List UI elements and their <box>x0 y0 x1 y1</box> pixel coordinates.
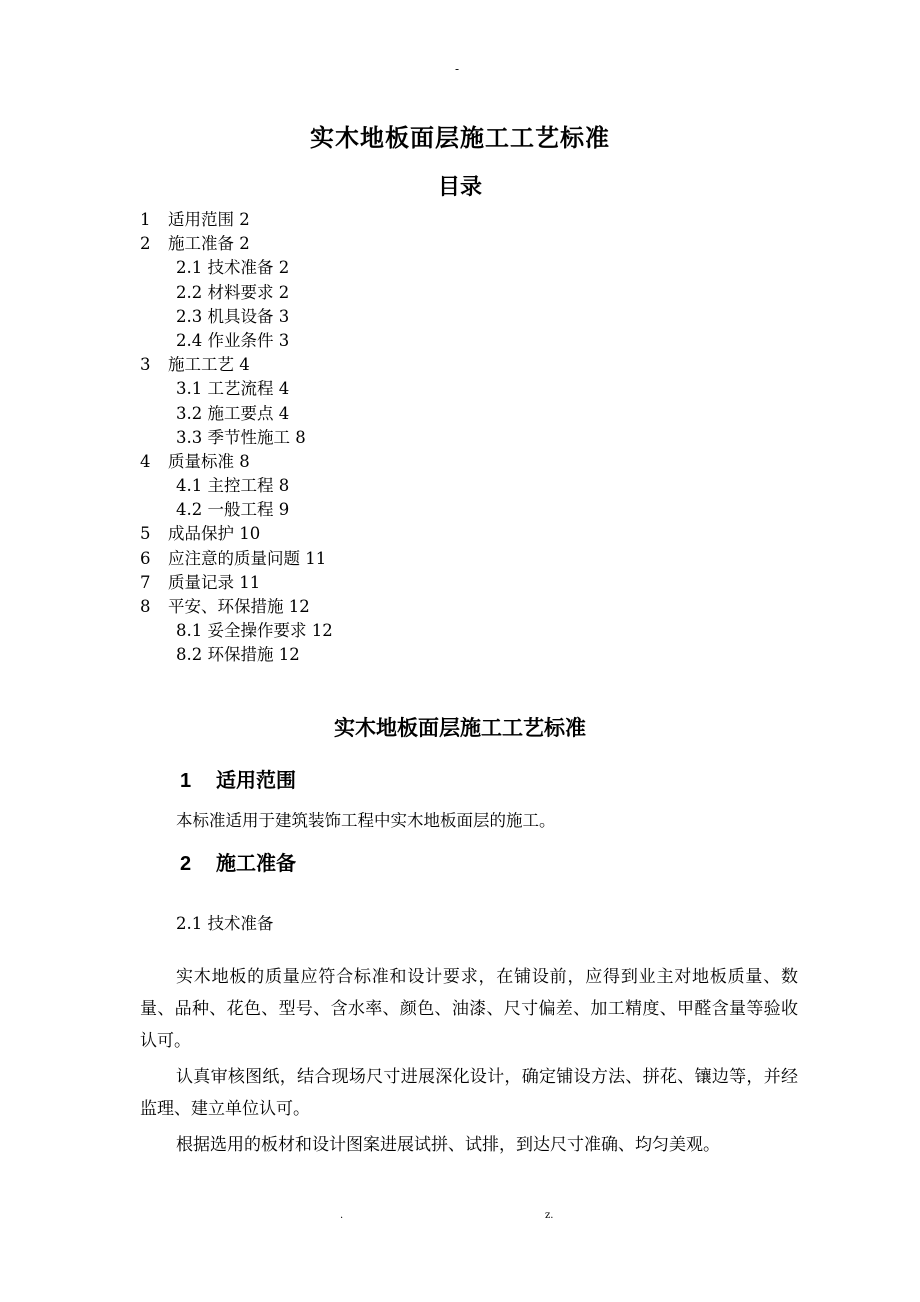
footer-mark-left: . <box>340 1210 344 1221</box>
toc-item-number: 4 <box>140 451 151 471</box>
toc-item-number: 1 <box>140 210 151 229</box>
toc-item <box>140 595 333 619</box>
toc-item-label: 2.4 作业条件 3 <box>176 330 290 350</box>
section-1-number: 1 <box>180 770 192 792</box>
toc-item-label: 成品保护 10 <box>168 524 261 544</box>
toc-item-label: 3.1 工艺流程 4 <box>176 379 290 399</box>
paragraph: 认真审核图纸，结合现场尺寸进展深化设计，确定铺设方法、拼花、镶边等，并经监理、建立单位认可。 <box>140 1067 798 1119</box>
toc-item-label: 3.2 施工要点 4 <box>176 403 290 423</box>
toc-heading: 目录 <box>437 174 482 200</box>
toc-item <box>140 208 333 232</box>
toc-item-label: 质量标准 8 <box>168 451 250 471</box>
toc-item <box>140 619 333 643</box>
toc-item <box>140 450 333 474</box>
toc-item-number: 2 <box>140 234 151 254</box>
toc-item-number: 3 <box>140 355 151 375</box>
toc-item <box>140 377 333 401</box>
subsection-2-1-heading: 2.1 技术准备 <box>176 914 274 933</box>
toc-item <box>140 256 333 280</box>
table-of-contents <box>140 208 333 668</box>
toc-item <box>140 643 333 667</box>
toc-item-label: 2.3 机具设备 3 <box>176 306 290 326</box>
toc-item-label: 3.3 季节性施工 8 <box>176 427 306 447</box>
header-mark: - <box>455 62 460 76</box>
toc-item <box>140 571 333 595</box>
toc-item <box>140 281 333 305</box>
section-1-heading <box>180 764 296 793</box>
toc-item-label: 平安、环保措施 12 <box>168 597 310 616</box>
toc-item <box>140 402 333 426</box>
toc-item <box>140 329 333 353</box>
toc-item-label: 2.1 技术准备 2 <box>176 258 290 278</box>
section-2-heading-text: 施工准备 <box>216 853 296 875</box>
document-title: 实木地板面层施工工艺标准 <box>310 123 610 152</box>
toc-item-number: 8 <box>140 597 151 616</box>
section-title: 实木地板面层施工工艺标准 <box>334 715 586 740</box>
toc-item-label: 施工准备 2 <box>168 234 250 254</box>
toc-item <box>140 547 333 571</box>
section-2-heading <box>180 847 296 876</box>
toc-item-label: 4.2 一般工程 9 <box>176 500 290 520</box>
toc-item-number: 5 <box>140 524 151 544</box>
toc-item <box>140 426 333 450</box>
paragraph: 实木地板的质量应符合标准和设计要求，在铺设前，应得到业主对地板质量、数量、品种、花色、型号、含水率、颜色、油漆、尺寸偏差、加工精度、甲醛含量等验收认可。 <box>140 967 798 1051</box>
toc-item-label: 4.1 主控工程 8 <box>176 476 290 496</box>
footer-mark-right: z. <box>545 1210 554 1221</box>
toc-item <box>140 474 333 498</box>
toc-item <box>140 522 333 546</box>
toc-item-label: 质量记录 11 <box>168 572 261 592</box>
toc-item <box>140 353 333 377</box>
section-1-text: 本标准适用于建筑装饰工程中实木地板面层的施工。 <box>176 811 556 830</box>
section-2-number: 2 <box>180 853 192 875</box>
toc-item-label: 8.2 环保措施 12 <box>176 645 300 665</box>
toc-item-label: 2.2 材料要求 2 <box>176 282 290 302</box>
paragraph: 根据选用的板材和设计图案进展试拼、试排，到达尺寸准确、均匀美观。 <box>176 1135 720 1155</box>
toc-item <box>140 498 333 522</box>
toc-item-label: 适用范围 2 <box>168 210 250 229</box>
toc-item-label: 应注意的质量问题 11 <box>168 548 327 568</box>
toc-item-number: 7 <box>140 572 151 592</box>
section-1-heading-text: 适用范围 <box>216 770 296 792</box>
section-2-1-body <box>140 961 798 1161</box>
toc-item-label: 施工工艺 4 <box>168 355 250 375</box>
toc-item <box>140 232 333 256</box>
toc-item <box>140 305 333 329</box>
toc-item-label: 8.1 妥全操作要求 12 <box>176 621 333 641</box>
toc-item-number: 6 <box>140 548 151 568</box>
